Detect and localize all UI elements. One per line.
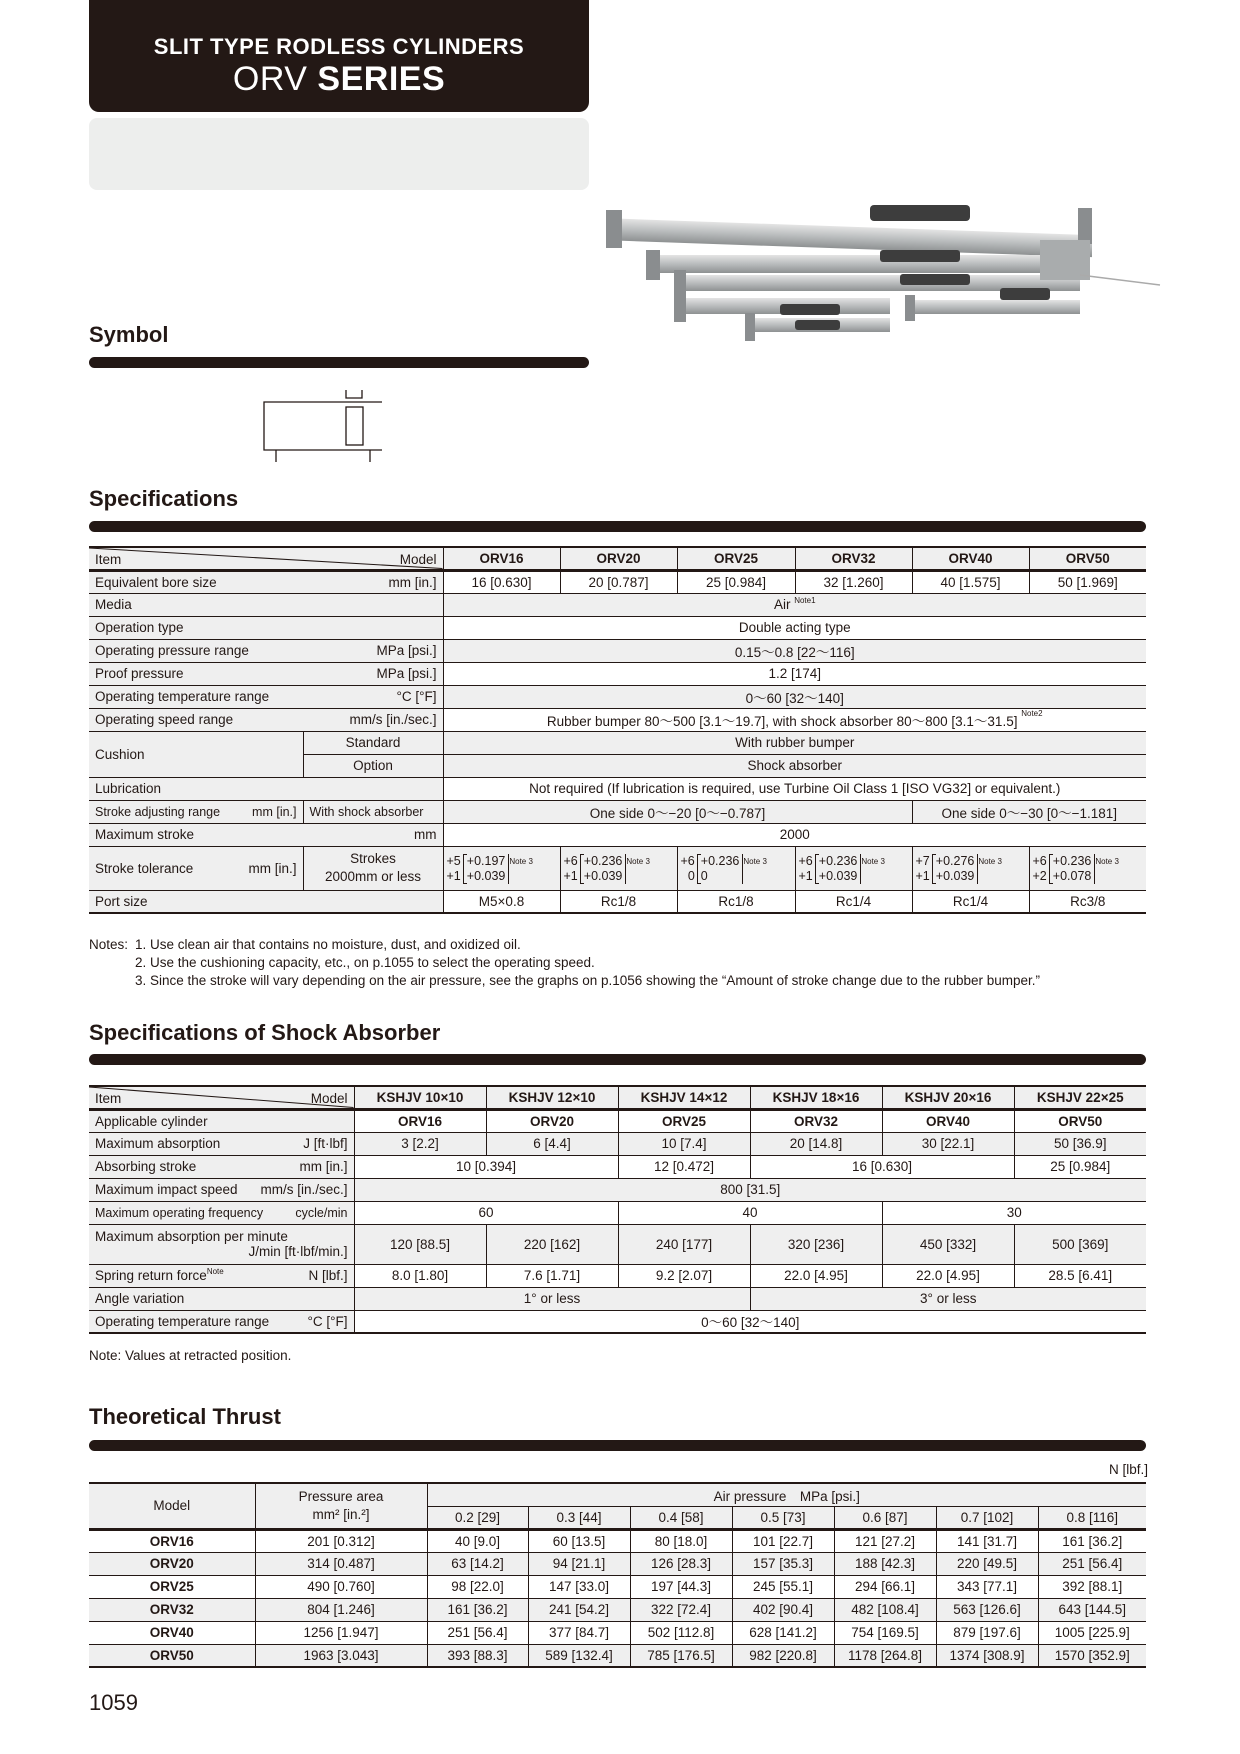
model-header: ORV32 bbox=[795, 547, 912, 570]
row-label: Applicable cylinder bbox=[89, 1109, 354, 1132]
table-cell: 393 [88.3] bbox=[427, 1644, 528, 1667]
row-label: Operating pressure range MPa [psi.] bbox=[89, 639, 443, 662]
table-cell: 0.15〜0.8 [22〜116] bbox=[443, 639, 1146, 662]
pressure-area-header: Pressure area mm² [in.²] bbox=[255, 1483, 427, 1529]
table-cell: 63 [14.2] bbox=[427, 1552, 528, 1575]
row-label: Maximum absorption J [ft·lbf] bbox=[89, 1132, 354, 1155]
row-label: Cushion bbox=[89, 731, 303, 777]
table-cell: 245 [55.1] bbox=[732, 1575, 834, 1598]
table-cell: ORV20 bbox=[486, 1109, 618, 1132]
table-cell: 94 [21.1] bbox=[528, 1552, 630, 1575]
table-row bbox=[89, 1598, 1146, 1621]
table-cell: 643 [144.5] bbox=[1038, 1598, 1146, 1621]
table-row bbox=[89, 570, 1146, 593]
row-sublabel: Option bbox=[303, 754, 443, 777]
table-cell: 251 [56.4] bbox=[427, 1621, 528, 1644]
table-cell: 188 [42.3] bbox=[834, 1552, 936, 1575]
section-divider bbox=[89, 521, 1146, 532]
tolerance-cell: +6 +2 +0.236 +0.078 $^{Note 3}$ bbox=[1029, 846, 1146, 890]
table-cell: 161 [36.2] bbox=[427, 1598, 528, 1621]
table-cell: 1178 [264.8] bbox=[834, 1644, 936, 1667]
model-cell: ORV25 bbox=[89, 1575, 255, 1598]
table-cell: Rc1/8 bbox=[677, 890, 795, 913]
table-row bbox=[89, 1621, 1146, 1644]
table-header-row bbox=[89, 1086, 1146, 1109]
row-label: Maximum impact speed mm/s [in./sec.] bbox=[89, 1178, 354, 1201]
model-cell: ORV20 bbox=[89, 1552, 255, 1575]
row-label: Maximum absorption per minute J/min [ft·lbf/min.] bbox=[89, 1224, 354, 1264]
row-sublabel: Standard bbox=[303, 731, 443, 754]
table-row bbox=[89, 1529, 1146, 1552]
table-cell: 40 bbox=[618, 1201, 882, 1224]
item-model-header: Item Model bbox=[89, 547, 443, 570]
table-cell: 628 [141.2] bbox=[732, 1621, 834, 1644]
pressure-header: 0.3 [44] bbox=[528, 1506, 630, 1529]
section-divider bbox=[89, 357, 589, 368]
table-row bbox=[89, 662, 1146, 685]
table-row bbox=[89, 777, 1146, 800]
row-label: Operating speed range mm/s [in./sec.] bbox=[89, 708, 443, 731]
table-cell: 220 [162] bbox=[486, 1224, 618, 1264]
thrust-table bbox=[89, 1482, 1146, 1668]
air-pressure-header: Air pressure MPa [psi.] bbox=[427, 1483, 1146, 1506]
row-label: Stroke tolerance mm [in.] bbox=[89, 846, 303, 890]
row-label: Maximum operating frequency cycle/min bbox=[89, 1201, 354, 1224]
series-header bbox=[89, 0, 589, 112]
table-cell: 101 [22.7] bbox=[732, 1529, 834, 1552]
table-cell: 3 [2.2] bbox=[354, 1132, 486, 1155]
row-label: Angle variation bbox=[89, 1287, 354, 1310]
table-row bbox=[89, 1575, 1146, 1598]
table-cell: 251 [56.4] bbox=[1038, 1552, 1146, 1575]
table-cell: 40 [1.575] bbox=[912, 570, 1029, 593]
row-label: Media bbox=[89, 593, 443, 616]
table-cell: 800 [31.5] bbox=[354, 1178, 1146, 1201]
table-cell: 16 [0.630] bbox=[750, 1155, 1014, 1178]
header-title: SLIT TYPE RODLESS CYLINDERS bbox=[153, 34, 525, 59]
table-cell: 20 [14.8] bbox=[750, 1132, 882, 1155]
row-label: Port size bbox=[89, 890, 443, 913]
thrust-section-title: Theoretical Thrust bbox=[89, 1404, 281, 1429]
table-cell: 157 [35.3] bbox=[732, 1552, 834, 1575]
table-cell: 1.2 [174] bbox=[443, 662, 1146, 685]
table-cell: 563 [126.6] bbox=[936, 1598, 1038, 1621]
table-row bbox=[89, 1109, 1146, 1132]
table-row bbox=[89, 1132, 1146, 1155]
table-cell: Rc1/8 bbox=[560, 890, 677, 913]
table-cell: 982 [220.8] bbox=[732, 1644, 834, 1667]
row-label: Maximum stroke mm bbox=[89, 823, 443, 846]
page-number: 1059 bbox=[89, 1690, 138, 1715]
table-cell: 126 [28.3] bbox=[630, 1552, 732, 1575]
model-cell: ORV16 bbox=[89, 1529, 255, 1552]
table-cell: Rc1/4 bbox=[795, 890, 912, 913]
table-row bbox=[89, 1155, 1146, 1178]
tolerance-cell: +7 +1 +0.276 +0.039 $^{Note 3}$ bbox=[912, 846, 1029, 890]
table-cell: 320 [236] bbox=[750, 1224, 882, 1264]
table-cell: Rc1/4 bbox=[912, 890, 1029, 913]
table-row bbox=[89, 685, 1146, 708]
table-cell: 9.2 [2.07] bbox=[618, 1264, 750, 1287]
area-cell: 490 [0.760] bbox=[255, 1575, 427, 1598]
table-cell: 7.6 [1.71] bbox=[486, 1264, 618, 1287]
table-cell: 40 [9.0] bbox=[427, 1529, 528, 1552]
pressure-header: 0.8 [116] bbox=[1038, 1506, 1146, 1529]
table-row bbox=[89, 1552, 1146, 1575]
row-label: Proof pressure MPa [psi.] bbox=[89, 662, 443, 685]
model-header: KSHJV 14×12 bbox=[618, 1086, 750, 1109]
table-cell: 1374 [308.9] bbox=[936, 1644, 1038, 1667]
area-cell: 1963 [3.043] bbox=[255, 1644, 427, 1667]
row-label: Lubrication bbox=[89, 777, 443, 800]
table-row bbox=[89, 1310, 1146, 1333]
table-cell: Air $^{Note1}$ bbox=[443, 593, 1146, 616]
row-label: Operation type bbox=[89, 616, 443, 639]
tolerance-cell: +6 +1 +0.236 +0.039 $^{Note 3}$ bbox=[795, 846, 912, 890]
table-cell: 50 [36.9] bbox=[1014, 1132, 1146, 1155]
table-cell: 392 [88.1] bbox=[1038, 1575, 1146, 1598]
table-row bbox=[89, 1264, 1146, 1287]
model-header: KSHJV 20×16 bbox=[882, 1086, 1014, 1109]
table-cell: 121 [27.2] bbox=[834, 1529, 936, 1552]
table-cell: 16 [0.630] bbox=[443, 570, 560, 593]
table-cell: ORV40 bbox=[882, 1109, 1014, 1132]
table-cell: 2000 bbox=[443, 823, 1146, 846]
table-cell: With rubber bumper bbox=[443, 731, 1146, 754]
table-cell: 28.5 [6.41] bbox=[1014, 1264, 1146, 1287]
row-label: Operating temperature range °C [°F] bbox=[89, 1310, 354, 1333]
table-cell: 322 [72.4] bbox=[630, 1598, 732, 1621]
table-cell: 3° or less bbox=[750, 1287, 1146, 1310]
table-cell: 0〜60 [32〜140] bbox=[354, 1310, 1146, 1333]
table-cell: 377 [84.7] bbox=[528, 1621, 630, 1644]
table-cell: 25 [0.984] bbox=[1014, 1155, 1146, 1178]
table-cell: Double acting type bbox=[443, 616, 1146, 639]
area-cell: 1256 [1.947] bbox=[255, 1621, 427, 1644]
table-cell: 754 [169.5] bbox=[834, 1621, 936, 1644]
table-cell: 60 bbox=[354, 1201, 618, 1224]
table-cell: 197 [44.3] bbox=[630, 1575, 732, 1598]
row-sublabel: Strokes 2000mm or less bbox=[303, 846, 443, 890]
table-cell: 30 bbox=[882, 1201, 1146, 1224]
section-divider bbox=[89, 1440, 1146, 1451]
tolerance-cell: +6 0 +0.236 0 $^{Note 3}$ bbox=[677, 846, 795, 890]
item-model-header: Item Model bbox=[89, 1086, 354, 1109]
row-sublabel: With shock absorber bbox=[303, 800, 443, 823]
table-cell: 0〜60 [32〜140] bbox=[443, 685, 1146, 708]
table-cell: 22.0 [4.95] bbox=[882, 1264, 1014, 1287]
row-label: Stroke adjusting range mm [in.] bbox=[89, 800, 303, 823]
table-cell: 120 [88.5] bbox=[354, 1224, 486, 1264]
table-cell: ORV25 bbox=[618, 1109, 750, 1132]
table-cell: One side 0〜−30 [0〜−1.181] bbox=[912, 800, 1146, 823]
table-cell: 147 [33.0] bbox=[528, 1575, 630, 1598]
table-cell: 20 [0.787] bbox=[560, 570, 677, 593]
table-cell: 241 [54.2] bbox=[528, 1598, 630, 1621]
shock-absorber-section-title: Specifications of Shock Absorber bbox=[89, 1020, 441, 1045]
table-cell: Rc3/8 bbox=[1029, 890, 1146, 913]
table-cell: 30 [22.1] bbox=[882, 1132, 1014, 1155]
pressure-header: 0.2 [29] bbox=[427, 1506, 528, 1529]
row-label: Absorbing stroke mm [in.] bbox=[89, 1155, 354, 1178]
table-cell: 8.0 [1.80] bbox=[354, 1264, 486, 1287]
table-cell: M5×0.8 bbox=[443, 890, 560, 913]
area-cell: 804 [1.246] bbox=[255, 1598, 427, 1621]
tolerance-cell: +6 +1 +0.236 +0.039 $^{Note 3}$ bbox=[560, 846, 677, 890]
table-cell: ORV32 bbox=[750, 1109, 882, 1132]
shock-absorber-table bbox=[89, 1085, 1146, 1334]
table-cell: 450 [332] bbox=[882, 1224, 1014, 1264]
rodless-cylinders-photo-icon bbox=[600, 200, 1170, 360]
table-cell: ORV16 bbox=[354, 1109, 486, 1132]
header-series: ORV SERIES bbox=[232, 60, 446, 98]
table-row bbox=[89, 846, 1146, 890]
table-cell: 1° or less bbox=[354, 1287, 750, 1310]
shock-absorber-note: Note: Values at retracted position. bbox=[89, 1348, 292, 1363]
table-row bbox=[89, 593, 1146, 616]
table-row bbox=[89, 1287, 1146, 1310]
table-cell: One side 0〜−20 [0〜−0.787] bbox=[443, 800, 912, 823]
table-cell: Shock absorber bbox=[443, 754, 1146, 777]
model-header: Model bbox=[89, 1483, 255, 1529]
specifications-notes: Notes: 1. Use clean air that contains no moisture, dust, and oxidized oil. 2. Use the cushioning capacity, etc., on p.1055 to select the operating speed. 3. Since the stroke will vary depending on the air pressure, see the graphs on p.1056 showing the “Amount of stroke change due to the rubber bumper.” bbox=[89, 937, 1041, 988]
model-header: KSHJV 18×16 bbox=[750, 1086, 882, 1109]
table-cell: 589 [132.4] bbox=[528, 1644, 630, 1667]
table-row bbox=[89, 639, 1146, 662]
row-label: Operating temperature range °C [°F] bbox=[89, 685, 443, 708]
table-row bbox=[89, 616, 1146, 639]
specifications-table bbox=[89, 546, 1146, 914]
table-row bbox=[89, 800, 1146, 823]
table-cell: 785 [176.5] bbox=[630, 1644, 732, 1667]
table-cell: 294 [66.1] bbox=[834, 1575, 936, 1598]
specifications-section-title: Specifications bbox=[89, 486, 239, 511]
table-row bbox=[89, 1224, 1146, 1264]
table-cell: 6 [4.4] bbox=[486, 1132, 618, 1155]
table-cell: Rubber bumper 80〜500 [3.1〜19.7], with shock absorber 80〜800 [3.1〜31.5] $^{Note2}$ bbox=[443, 708, 1146, 731]
table-cell: 1005 [225.9] bbox=[1038, 1621, 1146, 1644]
table-cell: 12 [0.472] bbox=[618, 1155, 750, 1178]
table-row bbox=[89, 890, 1146, 913]
table-cell: 50 [1.969] bbox=[1029, 570, 1146, 593]
table-cell: ORV50 bbox=[1014, 1109, 1146, 1132]
table-row bbox=[89, 708, 1146, 731]
table-cell: 879 [197.6] bbox=[936, 1621, 1038, 1644]
model-header: KSHJV 22×25 bbox=[1014, 1086, 1146, 1109]
pressure-header: 0.7 [102] bbox=[936, 1506, 1038, 1529]
table-cell: 220 [49.5] bbox=[936, 1552, 1038, 1575]
model-header: ORV20 bbox=[560, 547, 677, 570]
model-header: KSHJV 12×10 bbox=[486, 1086, 618, 1109]
model-header: ORV25 bbox=[677, 547, 795, 570]
area-cell: 201 [0.312] bbox=[255, 1529, 427, 1552]
pneumatic-rodless-cylinder-symbol-icon bbox=[262, 388, 392, 468]
table-row bbox=[89, 823, 1146, 846]
model-header: KSHJV 10×10 bbox=[354, 1086, 486, 1109]
table-row bbox=[89, 1201, 1146, 1224]
pressure-header: 0.4 [58] bbox=[630, 1506, 732, 1529]
table-cell: 1570 [352.9] bbox=[1038, 1644, 1146, 1667]
model-cell: ORV32 bbox=[89, 1598, 255, 1621]
table-cell: 482 [108.4] bbox=[834, 1598, 936, 1621]
area-cell: 314 [0.487] bbox=[255, 1552, 427, 1575]
table-cell: 98 [22.0] bbox=[427, 1575, 528, 1598]
table-row bbox=[89, 1644, 1146, 1667]
section-divider bbox=[89, 1054, 1146, 1065]
table-cell: 500 [369] bbox=[1014, 1224, 1146, 1264]
table-cell: 25 [0.984] bbox=[677, 570, 795, 593]
tolerance-cell: +5 +1 +0.197 +0.039 $^{Note 3}$ bbox=[443, 846, 560, 890]
table-cell: 141 [31.7] bbox=[936, 1529, 1038, 1552]
table-cell: 80 [18.0] bbox=[630, 1529, 732, 1552]
table-cell: 60 [13.5] bbox=[528, 1529, 630, 1552]
header-subpanel bbox=[89, 118, 589, 190]
pressure-header: 0.6 [87] bbox=[834, 1506, 936, 1529]
table-header-row bbox=[89, 1483, 1146, 1506]
table-cell: 10 [0.394] bbox=[354, 1155, 618, 1178]
pressure-header: 0.5 [73] bbox=[732, 1506, 834, 1529]
table-cell: 22.0 [4.95] bbox=[750, 1264, 882, 1287]
model-cell: ORV50 bbox=[89, 1644, 255, 1667]
table-cell: 32 [1.260] bbox=[795, 570, 912, 593]
model-cell: ORV40 bbox=[89, 1621, 255, 1644]
model-header: ORV50 bbox=[1029, 547, 1146, 570]
row-label: Spring return force$^{Note}$ N [lbf.] bbox=[89, 1264, 354, 1287]
table-cell: 240 [177] bbox=[618, 1224, 750, 1264]
table-cell: 502 [112.8] bbox=[630, 1621, 732, 1644]
thrust-unit: N [lbf.] bbox=[1108, 1462, 1148, 1477]
table-row bbox=[89, 1178, 1146, 1201]
symbol-section-title: Symbol bbox=[89, 322, 169, 347]
table-cell: 10 [7.4] bbox=[618, 1132, 750, 1155]
table-header-row bbox=[89, 547, 1146, 570]
table-cell: 161 [36.2] bbox=[1038, 1529, 1146, 1552]
model-header: ORV16 bbox=[443, 547, 560, 570]
row-label: Equivalent bore size mm [in.] bbox=[89, 570, 443, 593]
table-row bbox=[89, 731, 1146, 754]
model-header: ORV40 bbox=[912, 547, 1029, 570]
table-cell: Not required (If lubrication is required, use Turbine Oil Class 1 [ISO VG32] or equivalent.) bbox=[443, 777, 1146, 800]
table-cell: 343 [77.1] bbox=[936, 1575, 1038, 1598]
table-cell: 402 [90.4] bbox=[732, 1598, 834, 1621]
